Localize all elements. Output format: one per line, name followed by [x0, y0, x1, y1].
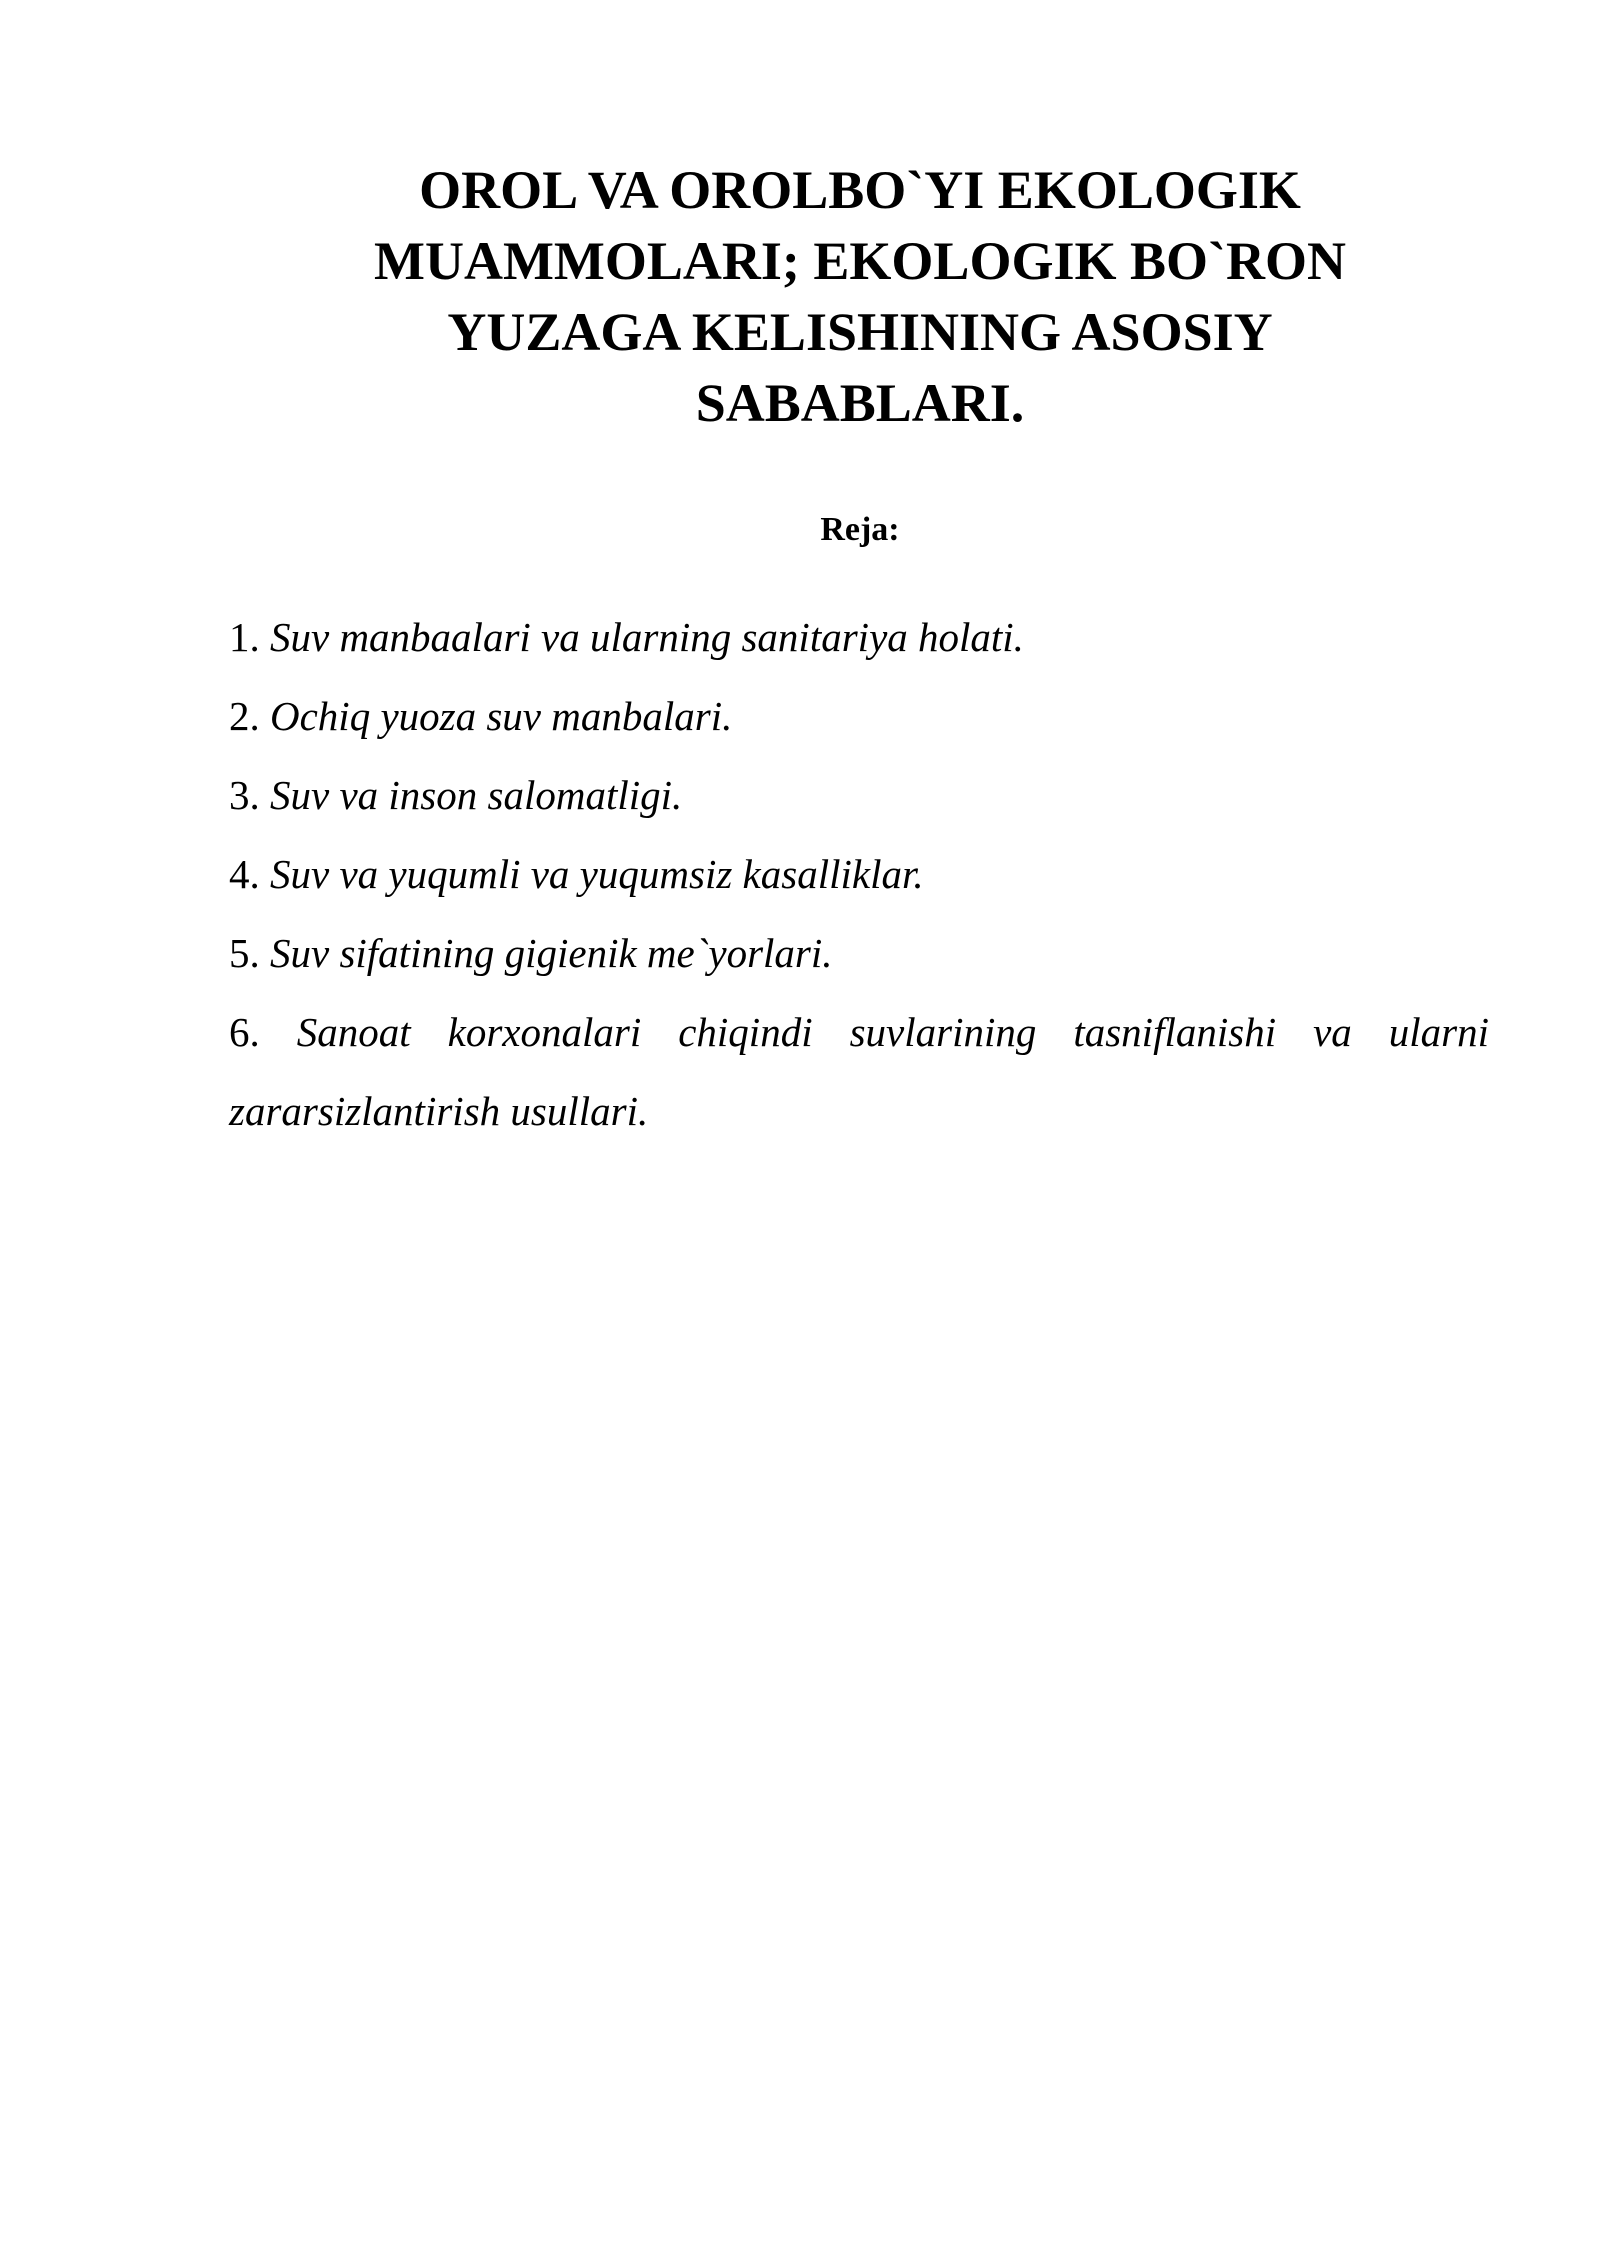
- title-line: YUZAGA KELISHINING ASOSIY: [447, 302, 1273, 362]
- title-line: MUAMMOLARI; EKOLOGIK BO`RON: [374, 231, 1346, 291]
- plan-item: [229, 835, 1489, 914]
- plan-item-number: 4.: [229, 851, 260, 897]
- plan-item: [229, 756, 1489, 835]
- plan-item: [229, 598, 1489, 677]
- plan-item: [229, 914, 1489, 993]
- plan-item-text: Suv va inson salomatligi.: [270, 772, 683, 818]
- title-line: SABABLARI.: [695, 373, 1025, 433]
- plan-item-number: 2.: [229, 693, 260, 739]
- plan-heading: Reja:: [820, 511, 900, 548]
- plan-list: [229, 598, 1489, 1151]
- plan-item-number: 6.: [229, 1009, 260, 1055]
- plan-item-number: 5.: [229, 930, 260, 976]
- plan-item-text: Suv sifatining gigienik me`yorlari.: [270, 930, 833, 976]
- plan-item: [229, 677, 1489, 756]
- plan-item: [229, 993, 1489, 1151]
- title-line: OROL VA OROLBO`YI EKOLOGIK: [419, 160, 1301, 220]
- plan-item-text: Suv manbaalari va ularning sanitariya holati.: [270, 614, 1024, 660]
- plan-item-number: 1.: [229, 614, 260, 660]
- plan-item-text: Suv va yuqumli va yuqumsiz kasalliklar.: [270, 851, 924, 897]
- document-title: [280, 155, 1440, 439]
- plan-item-text: Sanoat korxonalari chiqindi suvlarining tasniflanishi va ularni zararsizlantirish usullari.: [229, 1009, 1490, 1134]
- plan-item-text: Ochiq yuoza suv manbalari.: [270, 693, 733, 739]
- plan-item-number: 3.: [229, 772, 260, 818]
